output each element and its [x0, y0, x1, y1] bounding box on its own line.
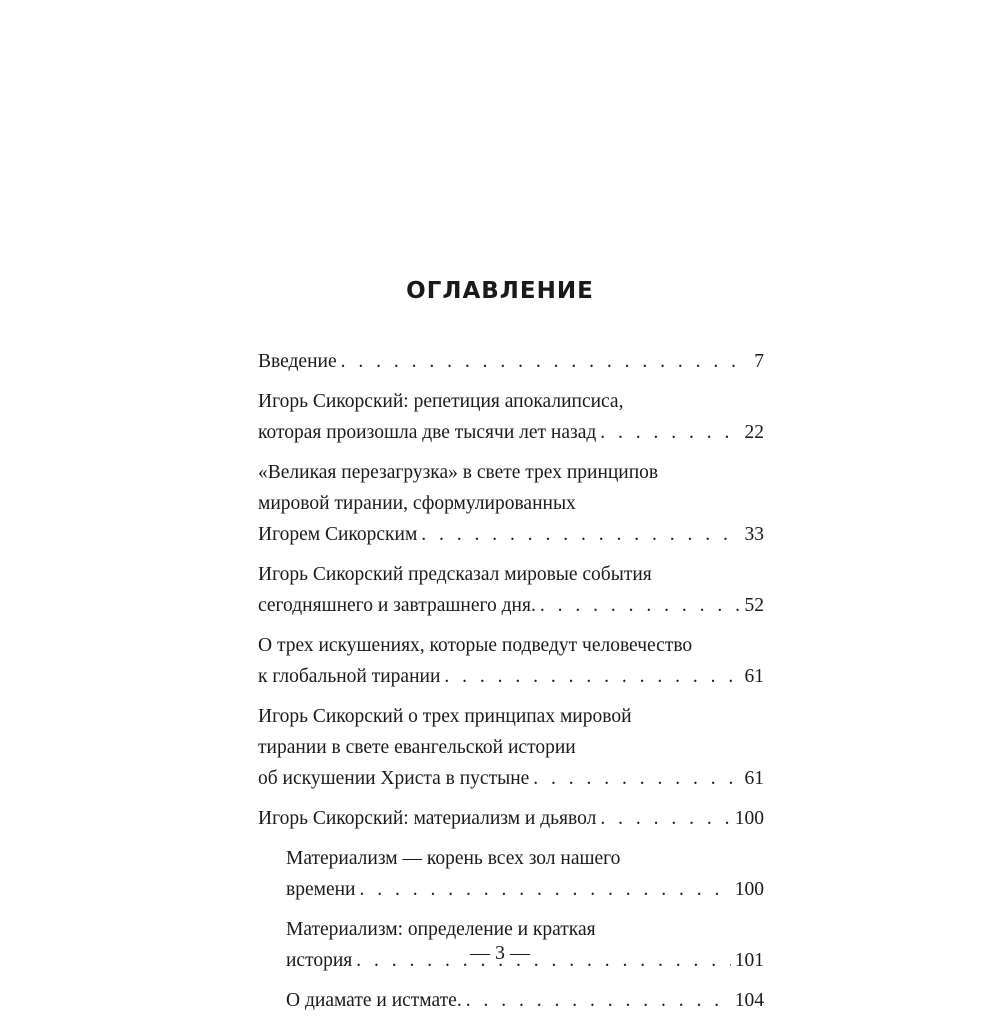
- toc-entry-line: времени: [286, 879, 356, 900]
- toc-entry-line: Игорем Сикорским: [258, 524, 418, 545]
- toc-entry-line: Игорь Сикорский о трех принципах мировой: [258, 706, 632, 727]
- toc-entry-line: Игорь Сикорский: репетиция апокалипсиса,: [258, 391, 624, 412]
- toc-entry-last-line: [258, 417, 764, 448]
- toc-title: ОГЛАВЛЕНИЕ: [406, 278, 594, 304]
- toc-entry-line: об искушении Христа в пустыне: [258, 768, 530, 789]
- toc-entry-line: мировой тирании, сформулированных: [258, 493, 576, 514]
- toc-entry-last-line: [258, 803, 764, 834]
- toc-subentry[interactable]: [286, 985, 764, 1016]
- toc-entry[interactable]: [258, 386, 764, 448]
- dot-leader: [341, 346, 751, 377]
- toc-entry-last-line: [258, 661, 764, 692]
- toc-entry-line: тирании в свете евангельской истории: [258, 737, 576, 758]
- toc-entry-line: Материализм: определение и краткая: [286, 919, 596, 940]
- toc-page-number: 22: [744, 422, 764, 443]
- toc-entry-last-line: [258, 346, 764, 377]
- dot-leader: [444, 661, 740, 692]
- toc-page-number: 61: [744, 666, 764, 687]
- toc-entry-line: О диамате и истмате.: [286, 990, 462, 1011]
- page-number: — 3 —: [470, 942, 530, 964]
- toc-page-number: 100: [734, 808, 764, 829]
- toc-entry[interactable]: [258, 803, 764, 834]
- toc-entry-line: Материализм — корень всех зол нашего: [286, 848, 621, 869]
- toc-entry-line: «Великая перезагрузка» в свете трех принципов: [258, 462, 659, 483]
- toc-entry-last-line: [258, 763, 764, 794]
- toc-page-number: 100: [734, 879, 764, 900]
- toc-entry-line: Введение: [258, 351, 337, 372]
- toc-entry-last-line: [258, 519, 764, 550]
- toc-entry-line: Игорь Сикорский: материализм и дьявол: [258, 808, 597, 829]
- dot-leader: [466, 985, 731, 1016]
- toc-entry[interactable]: [258, 630, 764, 692]
- toc-page-number: 7: [754, 351, 764, 372]
- toc-page-number: 33: [744, 524, 764, 545]
- toc-entry[interactable]: [258, 701, 764, 794]
- toc-page-number: 104: [734, 990, 764, 1011]
- toc-entry-line: история: [286, 950, 353, 971]
- toc-subentry[interactable]: [286, 843, 764, 905]
- toc-entry-line: О трех искушениях, которые подведут человечество: [258, 635, 693, 656]
- table-of-contents: [258, 346, 764, 1025]
- toc-page-number: 52: [744, 595, 764, 616]
- toc-entry-line: сегодняшнего и завтрашнего дня.: [258, 595, 536, 616]
- toc-entry[interactable]: [258, 346, 764, 377]
- dot-leader: [533, 763, 740, 794]
- toc-entry[interactable]: [258, 457, 764, 550]
- dot-leader: [540, 590, 741, 621]
- toc-entry-line: которая произошла две тысячи лет назад: [258, 422, 597, 443]
- toc-page-number: 101: [734, 950, 764, 971]
- toc-entry[interactable]: [258, 559, 764, 621]
- dot-leader: [421, 519, 740, 550]
- dot-leader: [359, 874, 730, 905]
- toc-entry-last-line: [258, 590, 764, 621]
- dot-leader: [600, 803, 730, 834]
- toc-entry-line: к глобальной тирании: [258, 666, 441, 687]
- toc-entry-last-line: [286, 985, 764, 1016]
- toc-entry-line: Игорь Сикорский предсказал мировые события: [258, 564, 652, 585]
- toc-entry-last-line: [286, 874, 764, 905]
- toc-page-number: 61: [744, 768, 764, 789]
- dot-leader: [600, 417, 740, 448]
